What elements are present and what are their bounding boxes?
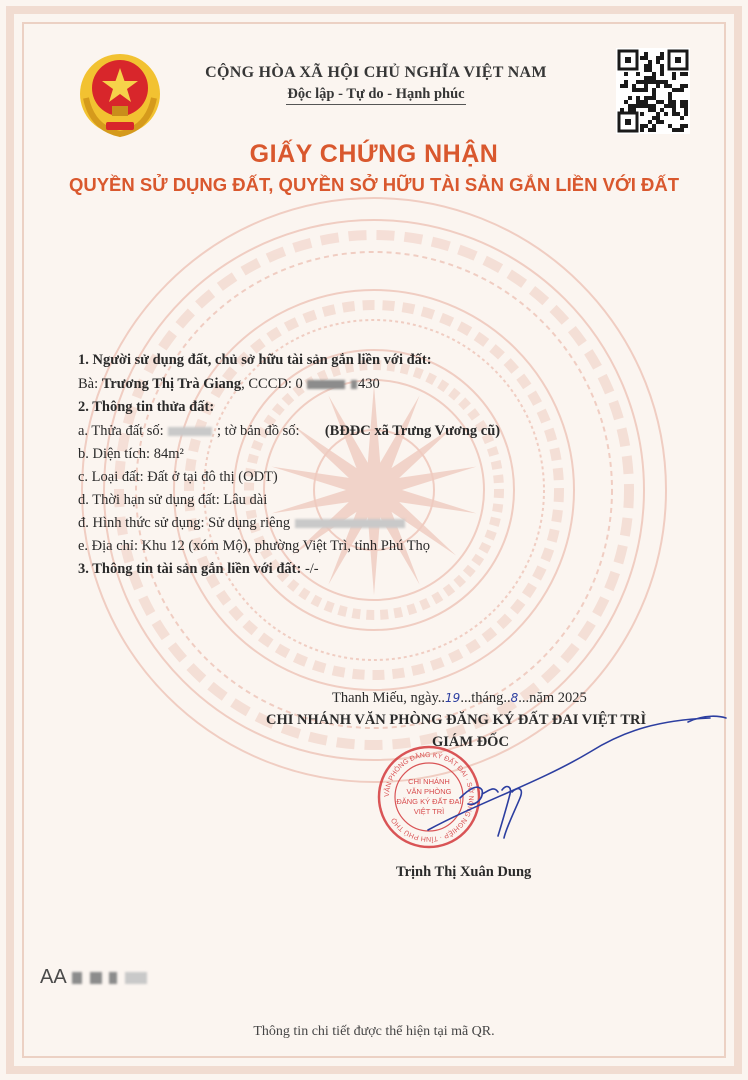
redacted-serial-4 [125, 972, 147, 984]
owner-line [78, 376, 380, 393]
document-subtitle: QUYỀN SỬ DỤNG ĐẤT, QUYỀN SỞ HỮU TÀI SẢN GẮN LIỀN VỚI ĐẤT [68, 174, 680, 195]
map-label: ; tờ bản đồ số: [216, 423, 300, 439]
id-prefix: 0 [295, 376, 303, 392]
address-line: e. Địa chỉ: Khu 12 (xóm Mộ), phường Việt Trì, tỉnh Phú Thọ [78, 538, 431, 554]
seal-line3: ĐĂNG KÝ ĐẤT ĐAI [396, 797, 462, 806]
sign-date: Thanh Miếu, ngày..19...tháng..8...năm 2025 [332, 690, 587, 706]
signer-name: Trịnh Thị Xuân Dung [396, 864, 532, 880]
sign-month: 8 [510, 691, 519, 705]
national-motto: Độc lập - Tự do - Hạnh phúc [286, 86, 466, 105]
redacted-id-part [351, 380, 357, 389]
redacted-serial-1 [72, 972, 82, 984]
parcel-line [78, 423, 500, 440]
redacted-serial-2 [90, 972, 102, 984]
seal-line2: VĂN PHÒNG [406, 787, 452, 796]
serial-prefix: AA [40, 966, 66, 988]
issuing-agency: CHI NHÁNH VĂN PHÒNG ĐĂNG KÝ ĐẤT ĐAI VIỆT TRÌ [266, 712, 647, 728]
owner-prefix: Bà: [78, 376, 99, 392]
section2-heading: 2. Thông tin thửa đất: [78, 399, 215, 415]
svg-text:VĂN PHÒNG ĐĂNG KÝ ĐẤT ĐAI · SỞ: VĂN PHÒNG ĐĂNG KÝ ĐẤT ĐAI · SỞ NÔNG NGHIỆP · TỈNH PHÚ THỌ [383, 751, 475, 843]
land-type-line: c. Loại đất: Đất ở tại đô thị (ODT) [78, 469, 278, 485]
section1-heading: 1. Người sử dụng đất, chủ sở hữu tài sản gắn liền với đất: [78, 352, 432, 368]
qr-code[interactable] [616, 48, 690, 134]
redacted-usage [295, 519, 405, 528]
signer-position: GIÁM ĐỐC [432, 734, 509, 750]
owner-name: Trương Thị Trà Giang [101, 376, 242, 392]
footer-note: Thông tin chi tiết được thể hiện tại mã QR. [253, 1024, 495, 1039]
section3-line [78, 561, 319, 578]
id-label: , CCCD: [241, 376, 296, 392]
seal-line4: VIỆT TRÌ [413, 807, 445, 816]
redacted-parcel [168, 427, 212, 436]
document-title: GIẤY CHỨNG NHẬN [249, 140, 499, 168]
map-note: (BĐĐC xã Trưng Vương cũ) [324, 423, 501, 439]
serial-number [40, 966, 148, 989]
usage-form-line: đ. Hình thức sử dụng: Sử dụng riêng [78, 515, 406, 532]
seal-line1: CHI NHÁNH [408, 777, 450, 786]
section3-heading: 3. Thông tin tài sản gắn liền với đất: [78, 561, 302, 577]
redacted-serial-3 [109, 972, 117, 984]
sign-day: 19 [445, 691, 461, 705]
country-name: CỘNG HÒA XÃ HỘI CHỦ NGHĨA VIỆT NAM [205, 64, 547, 81]
national-emblem-icon [76, 48, 164, 140]
redacted-id [307, 380, 345, 389]
parcel-label: a. Thửa đất số: [78, 423, 164, 439]
term-line: d. Thời hạn sử dụng đất: Lâu dài [78, 492, 268, 508]
area-line: b. Diện tích: 84m² [78, 446, 184, 462]
section3-value: -/- [304, 561, 319, 577]
id-suffix: 430 [358, 376, 380, 392]
handwritten-signature [420, 712, 730, 852]
